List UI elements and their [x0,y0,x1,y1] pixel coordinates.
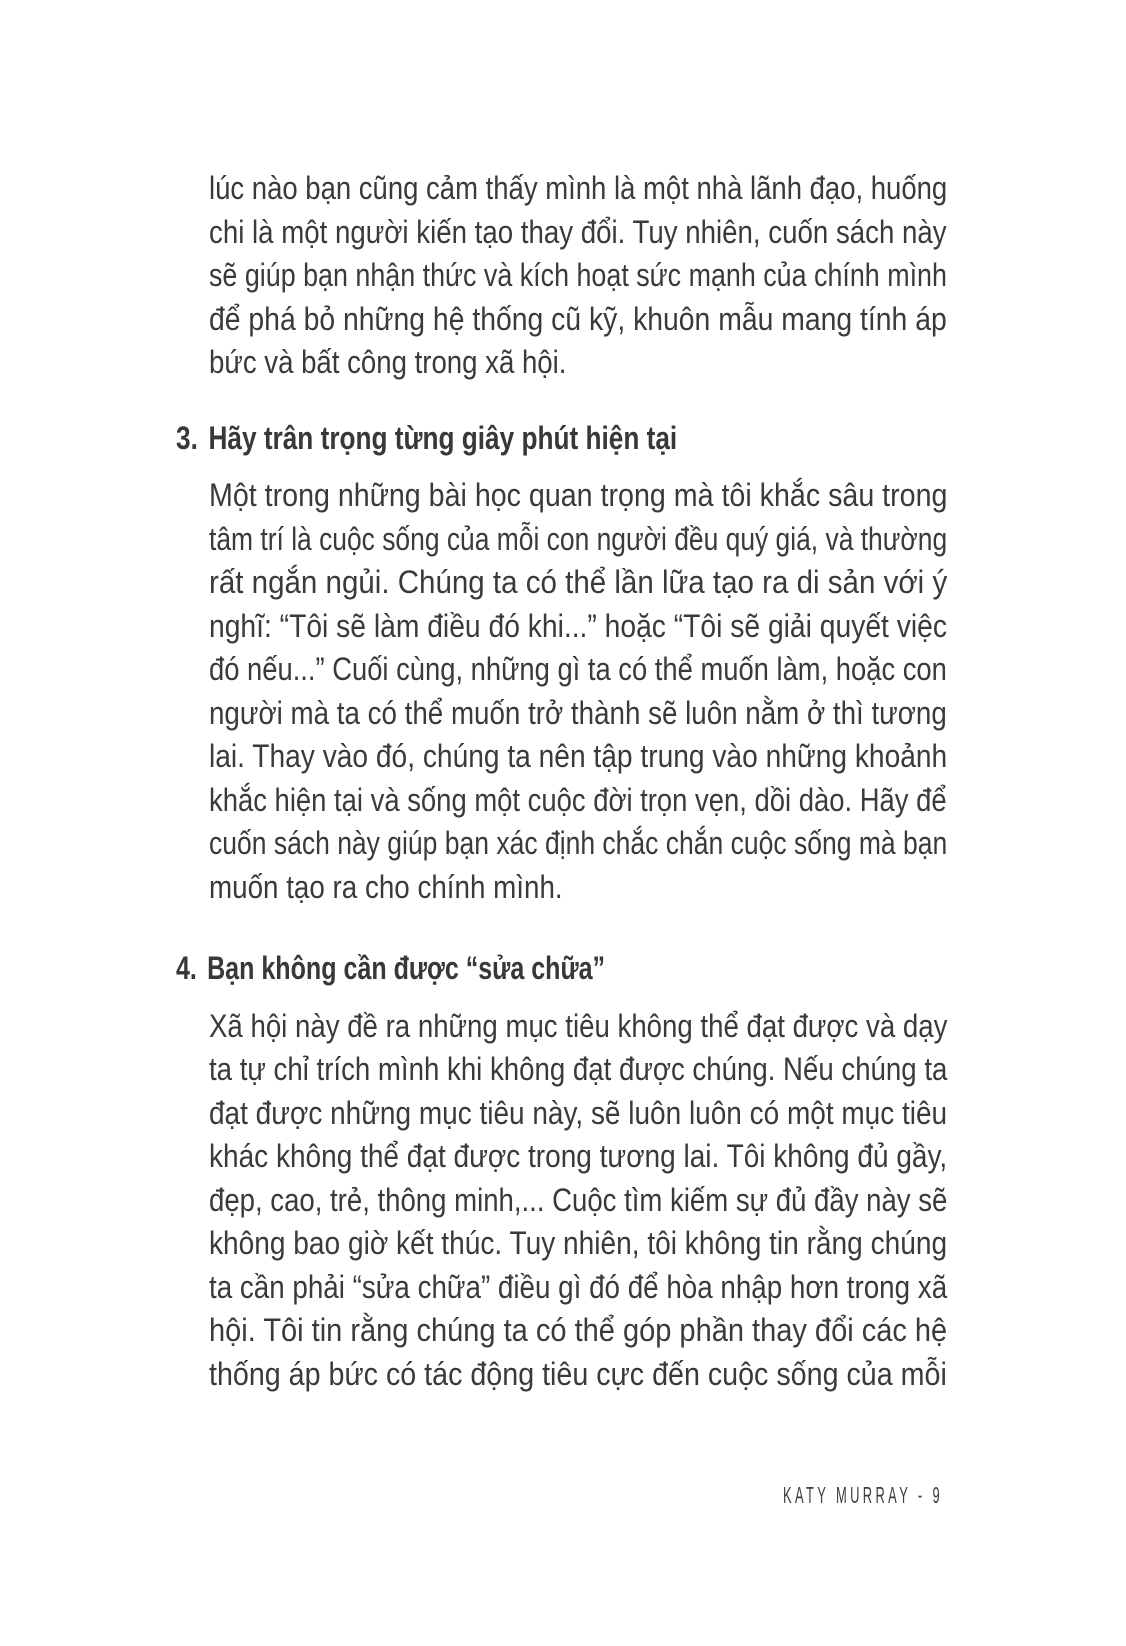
text-line: sẽ giúp bạn nhận thức và kích hoạt sức mạnh của chính mình [209,257,947,293]
text-line: rất ngắn ngủi. Chúng ta có thể lần lữa tạo ra di sản với ý [209,564,948,600]
section-3-paragraph [209,474,947,909]
section-number: 4. [176,950,197,986]
text-line: không bao giờ kết thúc. Tuy nhiên, tôi không tin rằng chúng [209,1225,948,1261]
text-line: Một trong những bài học quan trọng mà tôi khắc sâu trong [209,477,948,513]
section-heading-line [176,417,677,461]
section-heading-4 [176,947,947,991]
paragraph-continuation [209,167,947,385]
text-line: Xã hội này đề ra những mục tiêu không thể đạt được và dạy [209,1007,948,1044]
text-line: chi là một người kiến tạo thay đổi. Tuy nhiên, cuốn sách này [209,213,947,250]
text-line: khác không thể đạt được trong tương lai. Tôi không đủ gầy, [209,1138,948,1174]
text-line: nghĩ: “Tôi sẽ làm điều đó khi...” hoặc “Tôi sẽ giải quyết việc [209,607,947,644]
text-line: hội. Tôi tin rằng chúng ta có thể góp phần thay đổi các hệ [209,1312,948,1348]
text-block [176,167,948,1396]
text-line: đẹp, cao, trẻ, thông minh,... Cuộc tìm kiếm sự đủ đầy này sẽ [209,1181,948,1218]
section-heading-3 [176,417,947,461]
text-line: đó nếu...” Cuối cùng, những gì ta có thể muốn làm, hoặc con [209,651,947,687]
text-line: để phá bỏ những hệ thống cũ kỹ, khuôn mẫu mang tính áp [209,300,947,337]
section-4-paragraph [209,1005,947,1397]
text-line: người mà ta có thể muốn trở thành sẽ luôn nằm ở thì tương [209,694,947,731]
text-line: ta tự chỉ trích mình khi không đạt được chúng. Nếu chúng ta [209,1051,948,1087]
page-footer [783,1483,943,1507]
section-title: Hãy trân trọng từng giây phút hiện tại [208,419,678,456]
text-line: đạt được những mục tiêu này, sẽ luôn luôn có một mục tiêu [209,1094,948,1131]
text-line: ta cần phải “sửa chữa” điều gì đó để hòa nhập hơn trong xã [209,1268,948,1305]
footer-text: KATY MURRAY - 9 [783,1482,944,1508]
text-line: cuốn sách này giúp bạn xác định chắc chắn cuộc sống mà bạn [209,825,948,861]
text-line: bức và bất công trong xã hội. [209,344,567,380]
text-line: khắc hiện tại và sống một cuộc đời trọn vẹn, dồi dào. Hãy để [209,781,947,818]
text-line: thống áp bức có tác động tiêu cực đến cuộc sống của mỗi [209,1355,947,1392]
text-line: lúc nào bạn cũng cảm thấy mình là một nhà lãnh đạo, huống [209,170,948,206]
text-line: muốn tạo ra cho chính mình. [209,868,563,905]
text-line: tâm trí là cuộc sống của mỗi con người đều quý giá, và thường [209,520,948,557]
section-title: Bạn không cần được “sửa chữa” [207,950,606,986]
text-line: lai. Thay vào đó, chúng ta nên tập trung vào những khoảnh [209,738,948,774]
section-number: 3. [176,419,198,456]
section-heading-line [176,947,605,991]
